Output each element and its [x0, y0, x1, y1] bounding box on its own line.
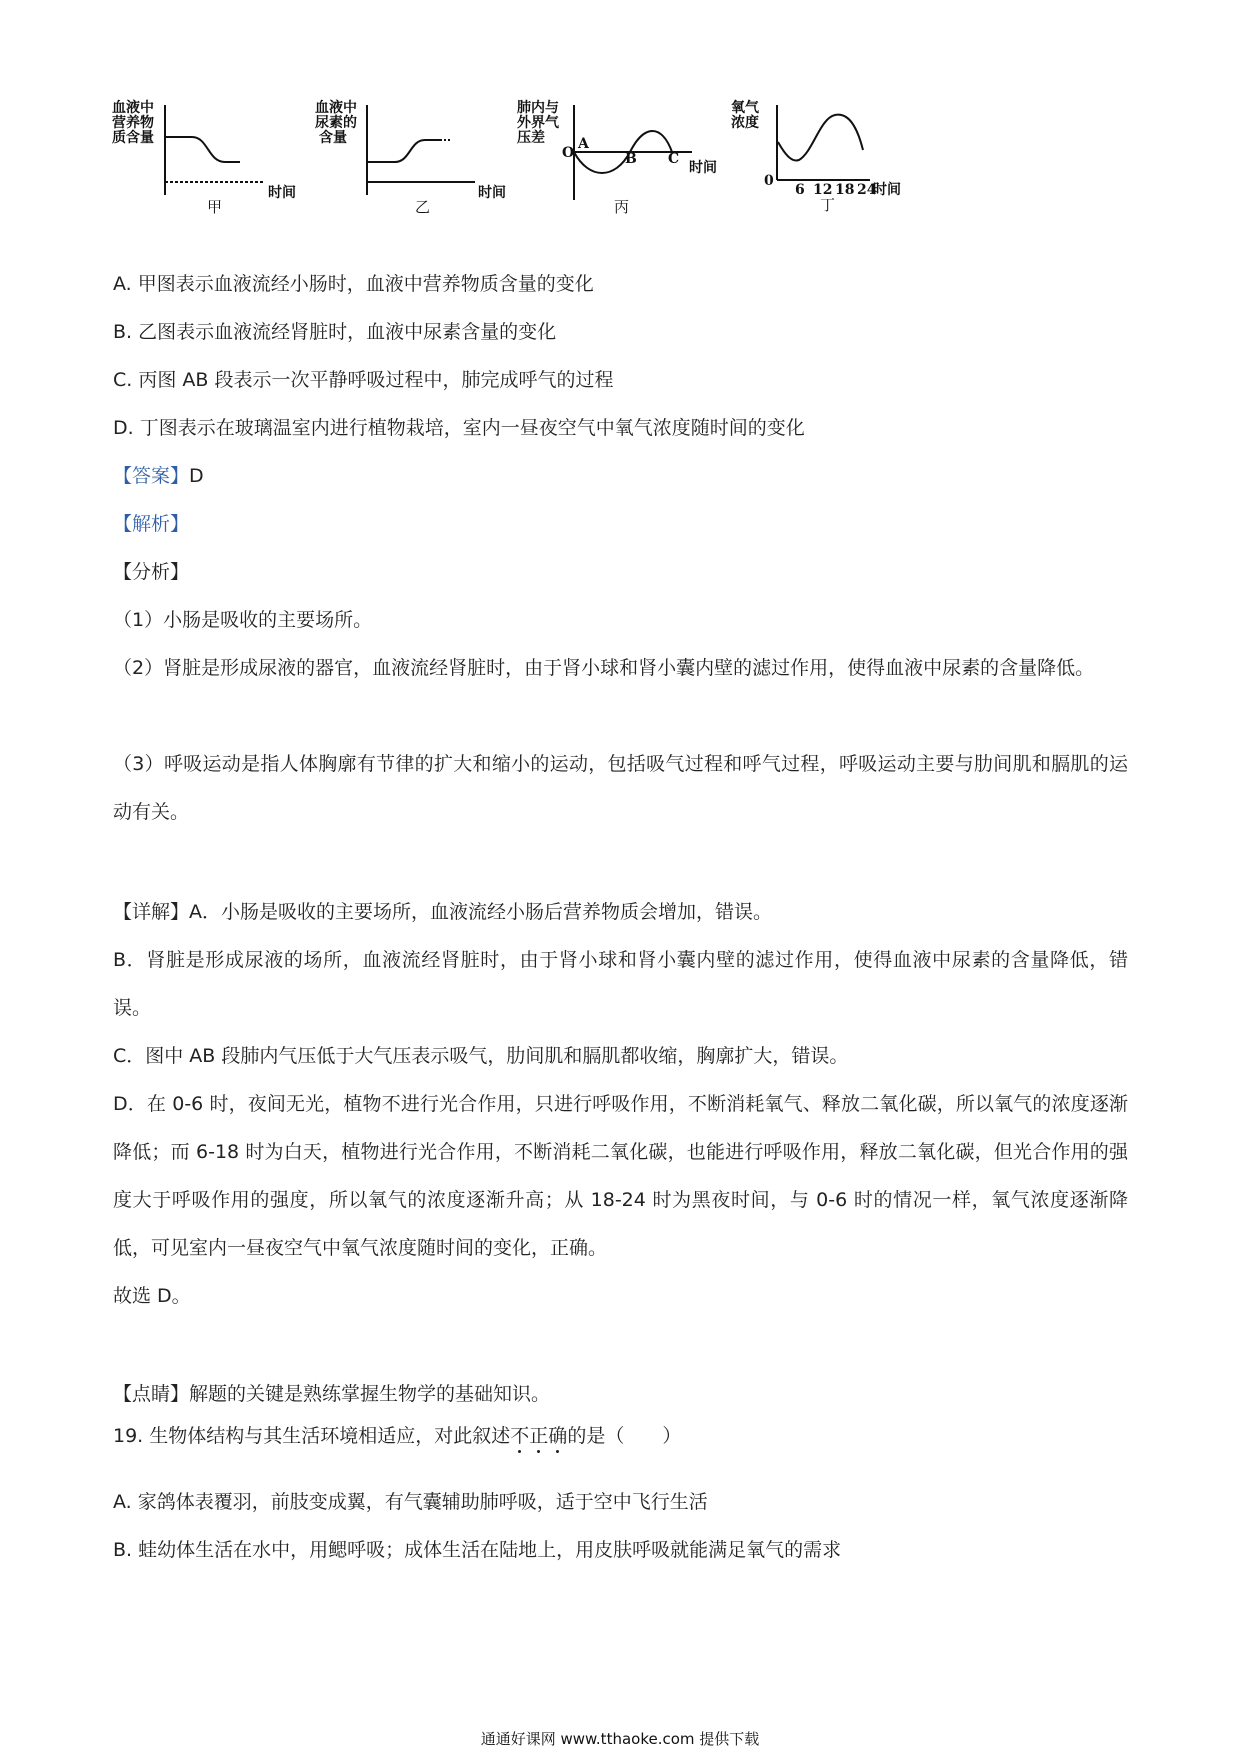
q19-option-b: B. 蛙幼体生活在水中，用鳃呼吸；成体生活在陆地上，用皮肤呼吸就能满足氧气的需求: [113, 1539, 842, 1561]
emphasis-char-3: 确: [548, 1425, 567, 1447]
ding-tick-18: 18: [835, 182, 855, 198]
graph-ding: [725, 100, 935, 230]
yi-xlabel: 时间: [478, 185, 506, 201]
emphasis-char-2: 正: [529, 1425, 548, 1447]
jia-ylabel-3: 质含量: [112, 130, 154, 146]
ding-curve: [778, 115, 863, 161]
yi-caption: 乙: [415, 198, 431, 216]
bing-caption: 丙: [614, 198, 630, 216]
option-a: A. 甲图表示血液流经小肠时，血液中营养物质含量的变化: [113, 273, 594, 295]
bing-point-c: C: [668, 151, 680, 167]
yi-curve: [367, 140, 440, 162]
graph-yi: [315, 100, 525, 230]
key-point-line: [113, 1380, 550, 1408]
option-d: D. 丁图表示在玻璃温室内进行植物栽培，室内一昼夜空气中氧气浓度随时间的变化: [113, 417, 805, 439]
jia-ylabel-1: 血液中: [112, 100, 154, 116]
answer-label: 【答案】: [113, 465, 190, 487]
option-b: B. 乙图表示血液流经肾脏时，血液中尿素含量的变化: [113, 321, 557, 343]
analysis-label: 【解析】: [113, 513, 190, 535]
ding-tick-12: 12: [813, 182, 833, 198]
emphasis-char-1: 不: [510, 1425, 529, 1447]
bing-ylabel-3: 压差: [517, 130, 545, 146]
ding-ylabel-2: 浓度: [731, 115, 759, 131]
figure-ding: [725, 100, 935, 230]
analysis-point-3: （3）呼吸运动是指人体胸廓有节律的扩大和缩小的运动，包括吸气过程和呼气过程，呼吸运动主要与肋间肌和膈肌的运动有关。: [113, 753, 1128, 823]
conclusion: 故选 D。: [113, 1285, 191, 1307]
graph-bing: [517, 100, 737, 230]
page-footer: 通通好课网 www.tthaoke.com 提供下载: [480, 1730, 760, 1748]
ding-xlabel: 时间: [873, 182, 901, 198]
option-c: C. 丙图 AB 段表示一次平静呼吸过程中，肺完成呼气的过程: [113, 369, 614, 391]
answer-value: D: [189, 465, 204, 487]
key-point-text: 解题的关键是熟练掌握生物学的基础知识。: [189, 1383, 551, 1405]
graph-jia: [110, 100, 310, 230]
detail-c: C．图中 AB 段肺内气压低于大气压表示吸气，肋间肌和膈肌都收缩，胸廓扩大，错误。: [113, 1045, 849, 1067]
ding-ylabel-1: 氧气: [731, 100, 759, 116]
analysis-point-1: （1）小肠是吸收的主要场所。: [113, 609, 373, 631]
detail-b: B．肾脏是形成尿液的场所，血液流经肾脏时，由于肾小球和肾小囊内壁的滤过作用，使得血液中尿素的含量降低，错误。: [113, 949, 1128, 1019]
jia-ylabel-2: 营养物: [112, 115, 154, 131]
ding-tick-6: 6: [795, 182, 805, 198]
jia-caption: 甲: [207, 198, 223, 216]
jia-curve: [165, 137, 240, 162]
figure-yi: [315, 100, 525, 230]
yi-ylabel-1: 血液中: [315, 100, 357, 116]
q19-option-a: A. 家鸽体表覆羽，前肢变成翼，有气囊辅助肺呼吸，适于空中飞行生活: [113, 1491, 708, 1513]
detail-label: 【详解】: [113, 901, 190, 923]
figures-row: [110, 100, 1030, 250]
bing-point-a: A: [578, 136, 589, 152]
bing-xlabel: 时间: [689, 160, 717, 176]
yi-ylabel-2: 尿素的: [315, 115, 357, 131]
bing-point-o: O: [562, 145, 575, 161]
bing-ylabel-2: 外界气: [517, 115, 559, 131]
q19-stem-before: 19. 生物体结构与其生活环境相适应，对此叙述: [113, 1425, 511, 1447]
detail-a: A．小肠是吸收的主要场所，血液流经小肠后营养物质会增加，错误。: [189, 901, 773, 923]
detail-d: D．在 0-6 时，夜间无光，植物不进行光合作用，只进行呼吸作用，不断消耗氧气、释放二氧化碳，所以氧气的浓度逐渐降低；而 6-18 时为白天，植物进行光合作用，不断消耗二氧化碳，也能进行呼吸作用，释放二氧化碳，但光合作用的强度大于呼吸作用的强度，所以氧气的浓度逐渐升高；从 18-24 时为黑夜时间，与 0-6 时的情况一样，氧气浓度逐渐降低，可见室内一昼夜空气中氧气浓度随时间的变化，正确。: [113, 1093, 1128, 1259]
jia-xlabel: 时间: [268, 185, 296, 201]
yi-ylabel-3: 含量: [319, 130, 347, 146]
figure-bing: [517, 100, 737, 230]
bing-point-b: B: [625, 151, 637, 167]
bing-ylabel-1: 肺内与: [517, 100, 559, 116]
answer-line: [113, 462, 204, 490]
key-point-label: 【点睛】: [113, 1383, 190, 1405]
figure-jia: [110, 100, 310, 230]
ding-origin: 0: [764, 173, 774, 189]
fenxi-label: 【分析】: [113, 561, 190, 583]
q19-stem-after: 的是（ ）: [567, 1425, 682, 1447]
analysis-point-2: （2）肾脏是形成尿液的器官，血液流经肾脏时，由于肾小球和肾小囊内壁的滤过作用，使得血液中尿素的含量降低。: [113, 657, 1095, 679]
question-19-stem: [113, 1422, 681, 1450]
ding-tick-24: 24: [857, 182, 877, 198]
ding-caption: 丁: [820, 196, 836, 214]
detail-a-line: [113, 898, 772, 926]
